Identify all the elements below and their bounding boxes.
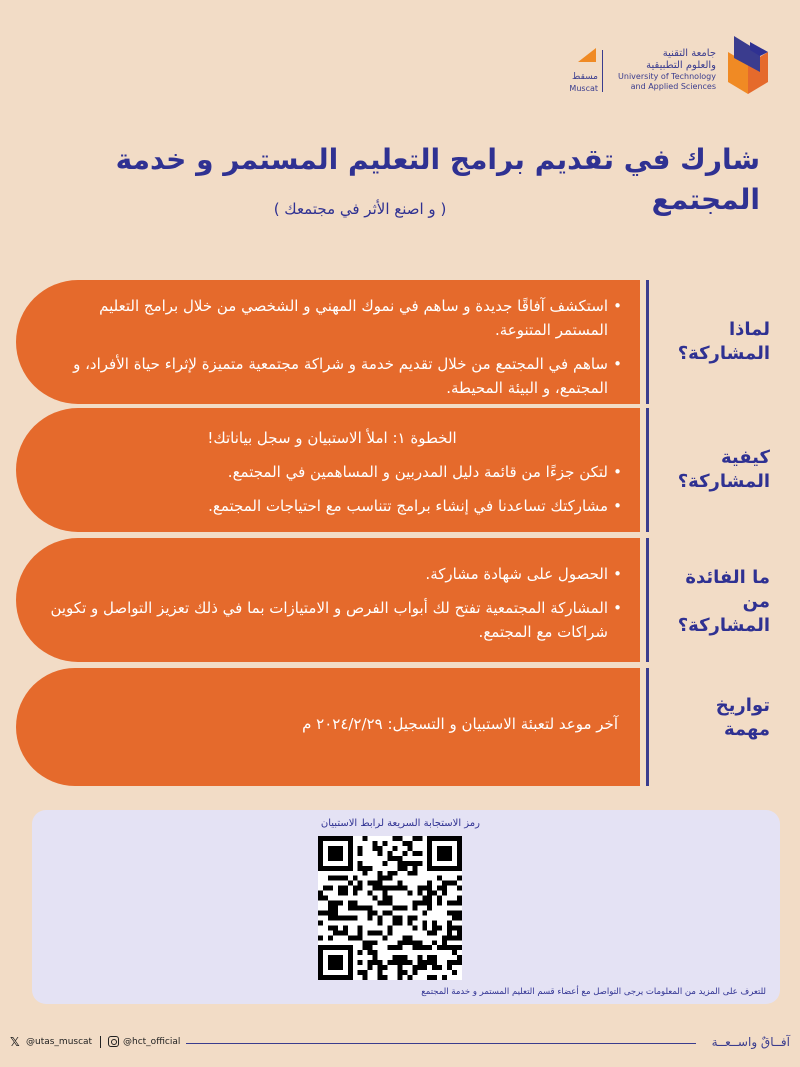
section-how-content — [16, 408, 640, 532]
section-how-divider — [646, 408, 649, 532]
section-how-label: كيفية المشاركة؟ — [677, 447, 770, 492]
qr-contact-note: للتعرف على المزيد من المعلومات يرجى التواصل مع أعضاء قسم التعليم المستمر و خدمة المجتمع — [421, 987, 766, 997]
deadline-text: آخر موعد لتعبئة الاستبيان و التسجيل: ٢٠٢٤/٢/٢٩ م — [302, 715, 618, 733]
why-bullet-2: • ساهم في المجتمع من خلال تقديم خدمة و شراكة مجتمعية متميزة لإثراء حياة الأفراد، و المجتمع، و البيئة المحيطة. — [46, 352, 618, 400]
university-name-ar: جامعة التقنية والعلوم التطبيقية — [646, 48, 716, 71]
university-name-en: University of Technology and Applied Sciences — [618, 72, 716, 91]
campus-triangle-icon — [578, 48, 596, 62]
page-title: شارك في تقديم برامج التعليم المستمر و خدمة المجتمع — [115, 143, 760, 216]
why-bullet-1: • استكشف آفاقًا جديدة و ساهم في نموك المهني و الشخصي من خلال برامج التعليم المستمر المتنوعة. — [46, 294, 618, 342]
logo-divider — [602, 50, 603, 92]
footer-slogan: آفــاقٌ واســعــة — [711, 1035, 790, 1049]
section-why-divider — [646, 280, 649, 404]
section-dates-divider — [646, 668, 649, 786]
section-why-content — [16, 280, 640, 404]
section-dates-label: تواريخ مهمة — [715, 695, 770, 740]
utas-logo — [724, 32, 772, 98]
x-handle: @utas_muscat — [26, 1037, 93, 1047]
section-benefit-divider — [646, 538, 649, 662]
section-dates-content — [16, 668, 640, 786]
social-separator — [100, 1036, 101, 1048]
how-bullet-1: • لتكن جزءًا من قائمة دليل المدربين و المساهمين في المجتمع. — [46, 460, 618, 484]
section-benefit-content — [16, 538, 640, 662]
campus-name-en: Muscat — [569, 84, 598, 93]
instagram-social-link[interactable] — [108, 1036, 180, 1047]
how-bullet-2: • مشاركتك تساعدنا في إنشاء برامج تتناسب مع احتياجات المجتمع. — [46, 494, 618, 518]
benefit-bullet-2: • المشاركة المجتمعية تفتح لك أبواب الفرص و الامتيازات بما في ذلك تعزيز التواصل و تكوين شراكات مع المجتمع. — [46, 596, 618, 644]
instagram-icon — [108, 1036, 119, 1047]
section-benefit-label: ما الفائدة من المشاركة؟ — [677, 567, 770, 636]
qr-code-icon[interactable] — [318, 836, 462, 980]
campus-name-ar: مسقط — [572, 72, 598, 82]
footer-line — [186, 1043, 696, 1044]
qr-caption: رمز الاستجابة السريعة لرابط الاستبيان — [320, 818, 480, 829]
how-step-1: الخطوة ١: املأ الاستبيان و سجل بياناتك! — [207, 429, 457, 447]
x-logo-icon: 𝕏 — [10, 1035, 20, 1049]
section-why-label: لماذا المشاركة؟ — [677, 319, 770, 364]
page-subtitle: ( و اصنع الأثر في مجتمعك ) — [273, 200, 447, 218]
x-social-link[interactable] — [10, 1036, 92, 1048]
benefit-bullet-1: • الحصول على شهادة مشاركة. — [46, 562, 618, 586]
instagram-handle: @hct_official — [123, 1036, 181, 1047]
